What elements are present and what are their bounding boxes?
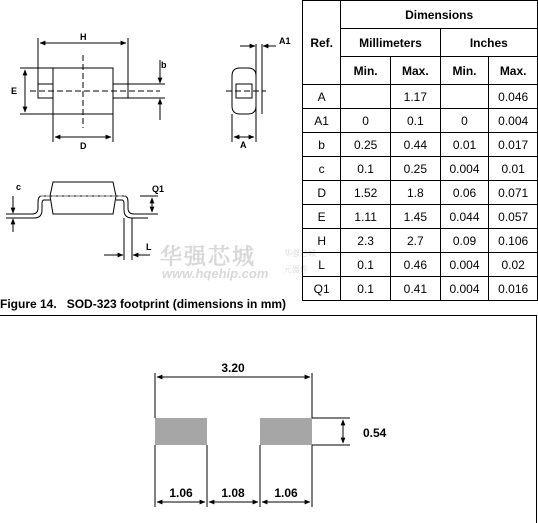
cell-mm-min: 1.11 [341,205,391,229]
cell-mm-min: 0.25 [341,133,391,157]
cell-ref: L [303,253,341,277]
figure-number: Figure 14. [0,297,57,311]
cell-in-min: 0.004 [440,157,489,181]
cell-ref: D [303,181,341,205]
cell-mm-min: 0.1 [341,253,391,277]
label-Q1: Q1 [152,184,165,194]
cell-mm-max: 0.41 [390,277,440,301]
cell-in-max: 0.01 [489,157,538,181]
pad-left [155,418,207,445]
cell-mm-min: 1.52 [341,181,391,205]
cell-in-min: 0.09 [440,229,489,253]
dim-pad-height: 0.54 [363,426,387,440]
front-view-lead-left [18,196,50,214]
cell-mm-max: 1.17 [390,85,440,109]
label-b: b [161,60,167,70]
cell-in-max: 0.02 [489,253,538,277]
cell-in-max: 0.046 [489,85,538,109]
table-row [303,253,538,277]
package-drawing [0,0,302,290]
watermark-brand: 华强芯城 [160,244,257,269]
mm-min-header: Min. [341,57,391,85]
table-row [303,109,538,133]
table-row [303,157,538,181]
label-A1: A1 [279,36,291,46]
cell-mm-max: 0.44 [390,133,440,157]
cell-mm-min: 0.1 [341,277,391,301]
cell-mm-max: 0.1 [390,109,440,133]
inches-header: Inches [440,29,537,57]
cell-mm-min [341,85,391,109]
cell-mm-max: 1.45 [390,205,440,229]
dim-pad-right: 1.06 [274,486,298,500]
label-D: D [80,141,87,151]
cell-mm-max: 0.46 [390,253,440,277]
label-L: L [146,242,152,252]
front-view-body [50,182,116,214]
cell-mm-min: 0.1 [341,157,391,181]
cell-ref: H [303,229,341,253]
label-A: A [240,140,247,150]
label-c: c [16,182,22,192]
footprint-drawing [0,315,538,522]
figure-title: SOD-323 footprint (dimensions in mm) [66,297,287,311]
cell-ref: c [303,157,341,181]
in-min-header: Min. [440,57,489,85]
cell-in-min: 0.004 [440,253,489,277]
table-row [303,181,538,205]
dim-pad-left: 1.06 [169,486,193,500]
cell-in-min [440,85,489,109]
table-row [303,85,538,109]
dim-total: 3.20 [221,361,245,375]
cell-mm-max: 1.8 [390,181,440,205]
cell-in-min: 0.06 [440,181,489,205]
dimensions-table [302,0,538,301]
table-row [303,205,538,229]
cell-in-max: 0.057 [489,205,538,229]
cell-in-max: 0.071 [489,181,538,205]
cell-in-min: 0 [440,109,489,133]
cell-ref: Q1 [303,277,341,301]
cell-in-max: 0.016 [489,277,538,301]
dimensions-header: Dimensions [341,1,538,29]
cell-mm-max: 0.25 [390,157,440,181]
watermark-url: www.hqehip.com [162,266,269,281]
cell-in-max: 0.106 [489,229,538,253]
cell-in-max: 0.004 [489,109,538,133]
watermark-side-1: 华强芯城 [284,249,316,258]
table-row [303,133,538,157]
cell-ref: E [303,205,341,229]
label-E: E [11,86,18,96]
cell-mm-max: 2.7 [390,229,440,253]
millimeters-header: Millimeters [341,29,440,57]
cell-ref: A [303,85,341,109]
label-H: H [80,32,87,42]
cell-in-min: 0.01 [440,133,489,157]
ref-header: Ref. [303,1,341,85]
dim-gap: 1.08 [221,486,245,500]
front-view-lead-right [116,196,148,214]
cell-ref: b [303,133,341,157]
cell-ref: A1 [303,109,341,133]
cell-in-min: 0.004 [440,277,489,301]
table-row [303,277,538,301]
pad-right [260,418,312,445]
cell-in-max: 0.017 [489,133,538,157]
cell-mm-min: 2.3 [341,229,391,253]
mm-max-header: Max. [390,57,440,85]
figure-caption [0,297,286,311]
cell-mm-min: 0 [341,109,391,133]
cell-in-min: 0.044 [440,205,489,229]
watermark-side-2: 元器件 [284,265,308,274]
table-row [303,229,538,253]
in-max-header: Max. [489,57,538,85]
